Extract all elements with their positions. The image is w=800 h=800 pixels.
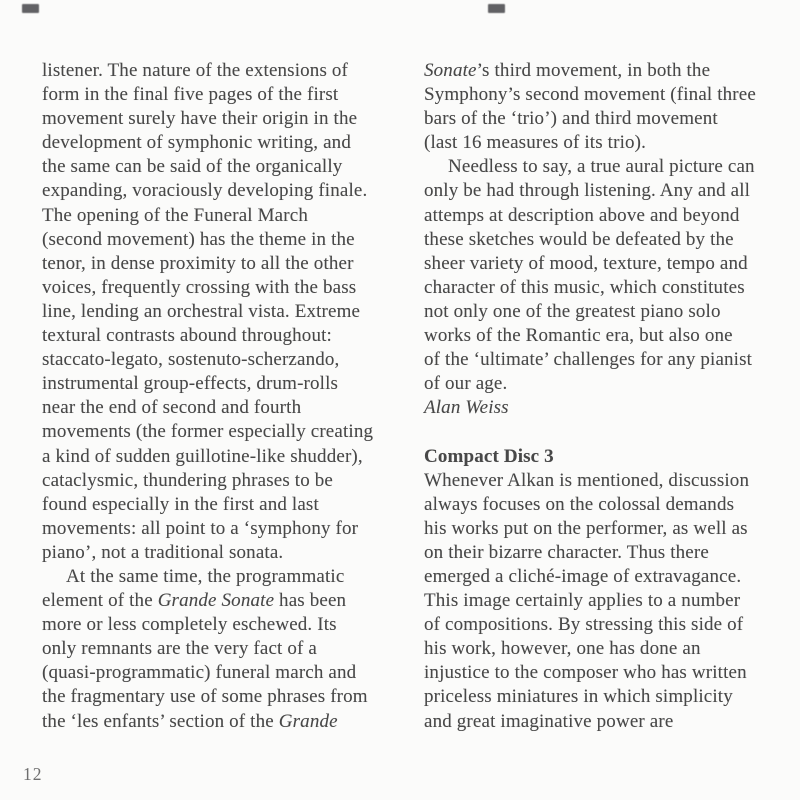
text-column-right	[424, 59, 786, 734]
text-run: (last 16 measures of its trio).	[424, 132, 647, 154]
section-heading	[424, 445, 786, 469]
text-line	[42, 661, 404, 685]
text-line	[424, 565, 786, 589]
text-run: Whenever Alkan is mentioned, discussion	[424, 469, 750, 491]
text-run: injustice to the composer who has written	[424, 662, 747, 684]
text-line	[424, 300, 786, 324]
text-line	[42, 276, 404, 300]
text-run: his works put on the performer, as well as	[424, 517, 748, 539]
text-run: textural contrasts abound throughout:	[42, 325, 332, 347]
italic-text-run: Sonate	[424, 60, 477, 81]
text-run: a kind of sudden guillotine-like shudder),	[42, 445, 363, 467]
text-run: ’s third movement, in both the	[476, 60, 711, 81]
text-run: near the end of second and fourth	[42, 397, 302, 419]
text-line	[424, 107, 786, 131]
text-line	[42, 420, 404, 444]
text-run: on their bizarre character. Thus there	[424, 541, 709, 563]
text-line	[42, 59, 404, 83]
text-run: instrumental group-effects, drum-rolls	[42, 373, 339, 395]
text-run: only remnants are the very fact of a	[42, 638, 317, 660]
bold-text-run: Compact Disc 3	[424, 445, 554, 467]
text-line	[42, 300, 404, 324]
text-run: tenor, in dense proximity to all the other	[42, 252, 354, 274]
text-run: voices, frequently crossing with the bass	[42, 276, 357, 298]
text-line	[424, 420, 786, 444]
text-line	[424, 637, 786, 661]
text-line	[42, 565, 404, 589]
text-run: found especially in the first and last	[42, 493, 319, 515]
text-run: more or less completely eschewed. Its	[42, 614, 337, 636]
text-line	[424, 179, 786, 203]
text-line	[42, 252, 404, 276]
text-run: emerged a cliché-image of extravagance.	[424, 565, 742, 587]
text-run: the same can be said of the organically	[42, 156, 343, 178]
text-line	[42, 613, 404, 637]
text-line	[42, 685, 404, 709]
text-run: form in the final five pages of the first	[42, 84, 339, 106]
text-run: staccato-legato, sostenuto-scherzando,	[42, 349, 340, 371]
text-line	[424, 613, 786, 637]
text-line	[42, 517, 404, 541]
text-run: listener. The nature of the extensions of	[42, 60, 349, 81]
text-line	[424, 710, 786, 734]
text-line	[424, 661, 786, 685]
text-run: movement surely have their origin in the	[42, 108, 358, 130]
text-run: element of the	[42, 590, 158, 612]
author-byline	[424, 396, 786, 420]
text-run: attemps at description above and beyond	[424, 204, 740, 226]
text-line	[42, 637, 404, 661]
text-line	[424, 155, 786, 179]
text-line	[424, 204, 786, 228]
text-run: cataclysmic, thundering phrases to be	[42, 469, 333, 491]
text-line	[42, 228, 404, 252]
text-line	[424, 493, 786, 517]
text-line	[42, 372, 404, 396]
text-run: priceless miniatures in which simplicity	[424, 686, 733, 708]
text-line	[42, 179, 404, 203]
text-line	[424, 131, 786, 155]
text-run: these sketches would be defeated by the	[424, 228, 734, 250]
text-run: Symphony’s second movement (final three	[424, 84, 756, 106]
text-run: of our age.	[424, 373, 508, 395]
text-line	[424, 685, 786, 709]
text-run: development of symphonic writing, and	[42, 132, 351, 154]
text-run: Needless to say, a true aural picture can	[448, 156, 755, 178]
text-line	[42, 493, 404, 517]
text-line	[424, 517, 786, 541]
text-run: This image certainly applies to a number	[424, 590, 741, 612]
text-line	[42, 155, 404, 179]
text-run: line, lending an orchestral vista. Extreme	[42, 300, 361, 322]
text-line	[424, 541, 786, 565]
text-run: character of this music, which constitutes	[424, 276, 745, 298]
text-run: movements (the former especially creating	[42, 421, 374, 443]
text-line	[42, 83, 404, 107]
text-line	[424, 324, 786, 348]
text-run: The opening of the Funeral March	[42, 204, 308, 226]
text-line	[424, 589, 786, 613]
text-line	[42, 445, 404, 469]
text-line	[424, 372, 786, 396]
text-line	[42, 396, 404, 420]
text-line	[42, 324, 404, 348]
text-line	[424, 276, 786, 300]
italic-text-run: Grande	[278, 710, 338, 732]
text-line	[424, 228, 786, 252]
text-run: not only one of the greatest piano solo	[424, 300, 721, 322]
text-line	[424, 59, 786, 83]
italic-text-run: Alan Weiss	[424, 397, 509, 419]
text-line	[424, 83, 786, 107]
text-run: the fragmentary use of some phrases from	[42, 686, 368, 708]
text-run: (second movement) has the theme in the	[42, 228, 355, 250]
text-run: always focuses on the colossal demands	[424, 493, 735, 515]
italic-text-run: Grande Sonate	[157, 590, 275, 612]
text-line	[42, 710, 404, 734]
text-line	[424, 252, 786, 276]
text-run: the ‘les enfants’ section of the	[42, 710, 279, 732]
text-line	[42, 107, 404, 131]
text-line	[42, 589, 404, 613]
text-run: (quasi-programmatic) funeral march and	[42, 662, 357, 684]
text-column-left	[42, 59, 404, 734]
text-run: bars of the ‘trio’) and third movement	[424, 108, 718, 130]
text-line	[42, 541, 404, 565]
text-run: only be had through listening. Any and all	[424, 180, 751, 202]
text-run: At the same time, the programmatic	[66, 565, 345, 587]
text-run: piano’, not a traditional sonata.	[42, 541, 284, 563]
scan-artifact-mark	[488, 4, 505, 13]
text-run: of compositions. By stressing this side of	[424, 614, 744, 636]
scan-artifact-mark	[22, 4, 39, 13]
text-run: works of the Romantic era, but also one	[424, 325, 733, 347]
text-run: has been	[274, 590, 347, 612]
text-line	[42, 204, 404, 228]
text-line	[424, 469, 786, 493]
text-line	[42, 469, 404, 493]
text-run: of the ‘ultimate’ challenges for any pianist	[424, 349, 753, 371]
text-run: movements: all point to a ‘symphony for	[42, 517, 359, 539]
text-run: sheer variety of mood, texture, tempo and	[424, 252, 748, 274]
text-run: and great imaginative power are	[424, 710, 674, 732]
page-number: 12	[23, 764, 43, 784]
text-line	[424, 348, 786, 372]
text-run: expanding, voraciously developing finale.	[42, 180, 368, 202]
text-line	[42, 131, 404, 155]
text-run: his work, however, one has done an	[424, 638, 701, 660]
text-line	[42, 348, 404, 372]
